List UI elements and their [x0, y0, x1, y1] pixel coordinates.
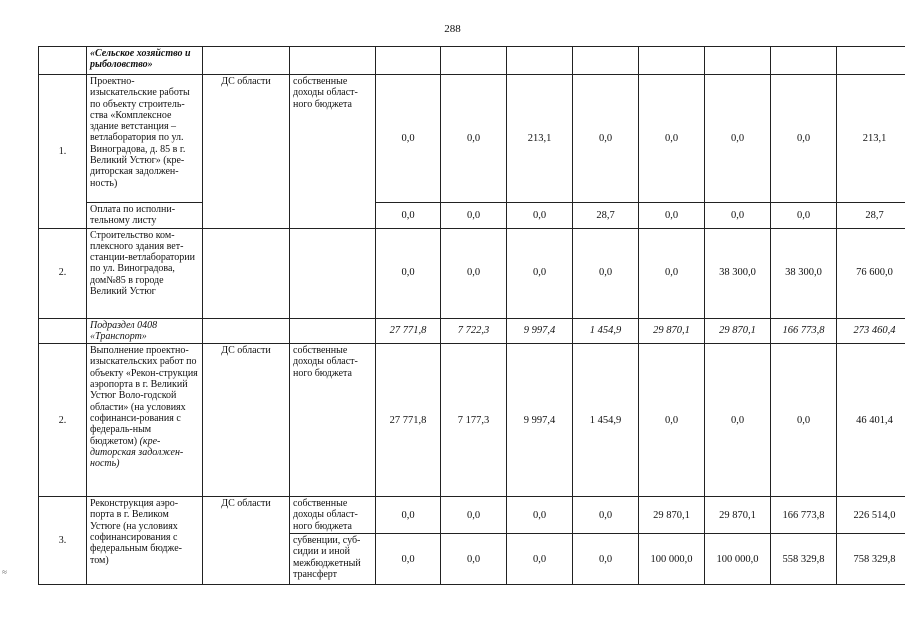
- value-cell: 0,0: [507, 497, 573, 534]
- row-name: Реконструкция аэро-порта в г. Великом Устюге (на условиях софинансирования с федеральным бюдже-том): [87, 497, 203, 585]
- value-cell: 0,0: [573, 75, 639, 203]
- value-cell: 0,0: [376, 75, 441, 203]
- value-cell: 0,0: [507, 203, 573, 229]
- budget-table: [38, 46, 905, 585]
- row-number: 1.: [39, 75, 87, 229]
- value-cell: 0,0: [705, 344, 771, 497]
- value-cell-total: 28,7: [837, 203, 905, 229]
- value-cell-total: 46 401,4: [837, 344, 905, 497]
- value-cell: 100 000,0: [705, 534, 771, 585]
- value-cell: 9 997,4: [507, 344, 573, 497]
- value-cell: 0,0: [771, 75, 837, 203]
- value-cell: 28,7: [573, 203, 639, 229]
- table-row: [39, 228, 905, 318]
- scan-mark: ≈: [2, 567, 7, 577]
- total-cell: 29 870,1: [639, 318, 705, 344]
- row-number: 3.: [39, 497, 87, 585]
- table-row: [39, 497, 905, 534]
- row-name: [87, 344, 203, 497]
- value-cell-total: 226 514,0: [837, 497, 905, 534]
- value-cell-total: 758 329,8: [837, 534, 905, 585]
- value-cell-total: 76 600,0: [837, 228, 905, 318]
- total-cell: 9 997,4: [507, 318, 573, 344]
- row-number: 2.: [39, 228, 87, 318]
- total-cell: 27 771,8: [376, 318, 441, 344]
- value-cell: 0,0: [507, 534, 573, 585]
- value-cell: 0,0: [507, 228, 573, 318]
- value-cell: 7 177,3: [441, 344, 507, 497]
- value-cell: 0,0: [639, 344, 705, 497]
- row-executor: ДС области: [203, 75, 290, 229]
- value-cell-total: 213,1: [837, 75, 905, 203]
- value-cell: 0,0: [771, 203, 837, 229]
- value-cell: 0,0: [639, 228, 705, 318]
- value-cell: 0,0: [573, 534, 639, 585]
- value-cell: 27 771,8: [376, 344, 441, 497]
- table-row-section-agriculture: [39, 47, 905, 75]
- value-cell: 166 773,8: [771, 497, 837, 534]
- value-cell: 29 870,1: [639, 497, 705, 534]
- value-cell: 213,1: [507, 75, 573, 203]
- value-cell: 0,0: [441, 75, 507, 203]
- total-cell: 166 773,8: [771, 318, 837, 344]
- row-number: 2.: [39, 344, 87, 497]
- value-cell: 0,0: [705, 203, 771, 229]
- value-cell: 0,0: [441, 534, 507, 585]
- value-cell: 38 300,0: [705, 228, 771, 318]
- row-executor: ДС области: [203, 497, 290, 585]
- row-source: собственные доходы област-ного бюджета: [290, 497, 376, 534]
- table-row: [39, 203, 905, 229]
- value-cell: 0,0: [573, 497, 639, 534]
- row-name-main: Выполнение проектно-изыскательских работ по объекту «Рекон-струкция аэропорта в г. Великий Устюг Воло-годской области» (на условиях софинанси-рования с федераль-ным бюджетом): [90, 345, 198, 447]
- row-name: Оплата по исполни-тельному листу: [87, 203, 203, 229]
- total-cell: 29 870,1: [705, 318, 771, 344]
- value-cell: 0,0: [441, 497, 507, 534]
- table-row: [39, 344, 905, 497]
- row-name-note: (кре-диторская задолжен-ность): [90, 435, 184, 470]
- value-cell: 0,0: [376, 497, 441, 534]
- section-title-transport: Подраздел 0408 «Транспорт»: [87, 318, 203, 344]
- total-cell: 1 454,9: [573, 318, 639, 344]
- value-cell: 0,0: [771, 344, 837, 497]
- row-source: субвенции, суб-сидии и иной межбюджетный трансферт: [290, 534, 376, 585]
- page-number: 288: [444, 23, 461, 35]
- value-cell: 1 454,9: [573, 344, 639, 497]
- total-cell: 7 722,3: [441, 318, 507, 344]
- row-name: Строительство ком-плексного здания вет-станции-ветлаборатории по ул. Виноградова, дом№85 в городе Великий Устюг: [87, 228, 203, 318]
- row-name: Проектно-изыскательские работы по объекту строитель-ства «Комплексное здание ветстанция – ветлаборатория по ул. Виноградова, д. 85 в г. Великий Устюг» (кре-диторская задолжен-ность): [87, 75, 203, 203]
- row-source: собственные доходы област-ного бюджета: [290, 75, 376, 229]
- table-row: [39, 75, 905, 203]
- value-cell: 0,0: [441, 228, 507, 318]
- table-row-section-transport: [39, 318, 905, 344]
- row-source: собственные доходы област-ного бюджета: [290, 344, 376, 497]
- value-cell: 29 870,1: [705, 497, 771, 534]
- value-cell: 0,0: [376, 203, 441, 229]
- value-cell: 0,0: [441, 203, 507, 229]
- value-cell: 0,0: [705, 75, 771, 203]
- value-cell: 0,0: [376, 534, 441, 585]
- row-executor: ДС области: [203, 344, 290, 497]
- value-cell: 100 000,0: [639, 534, 705, 585]
- value-cell: 0,0: [376, 228, 441, 318]
- value-cell: 558 329,8: [771, 534, 837, 585]
- section-title-agriculture: «Сельское хозяйство и рыболовство»: [87, 47, 203, 75]
- value-cell: 0,0: [639, 75, 705, 203]
- value-cell: 38 300,0: [771, 228, 837, 318]
- value-cell: 0,0: [573, 228, 639, 318]
- total-cell: 273 460,4: [837, 318, 905, 344]
- value-cell: 0,0: [639, 203, 705, 229]
